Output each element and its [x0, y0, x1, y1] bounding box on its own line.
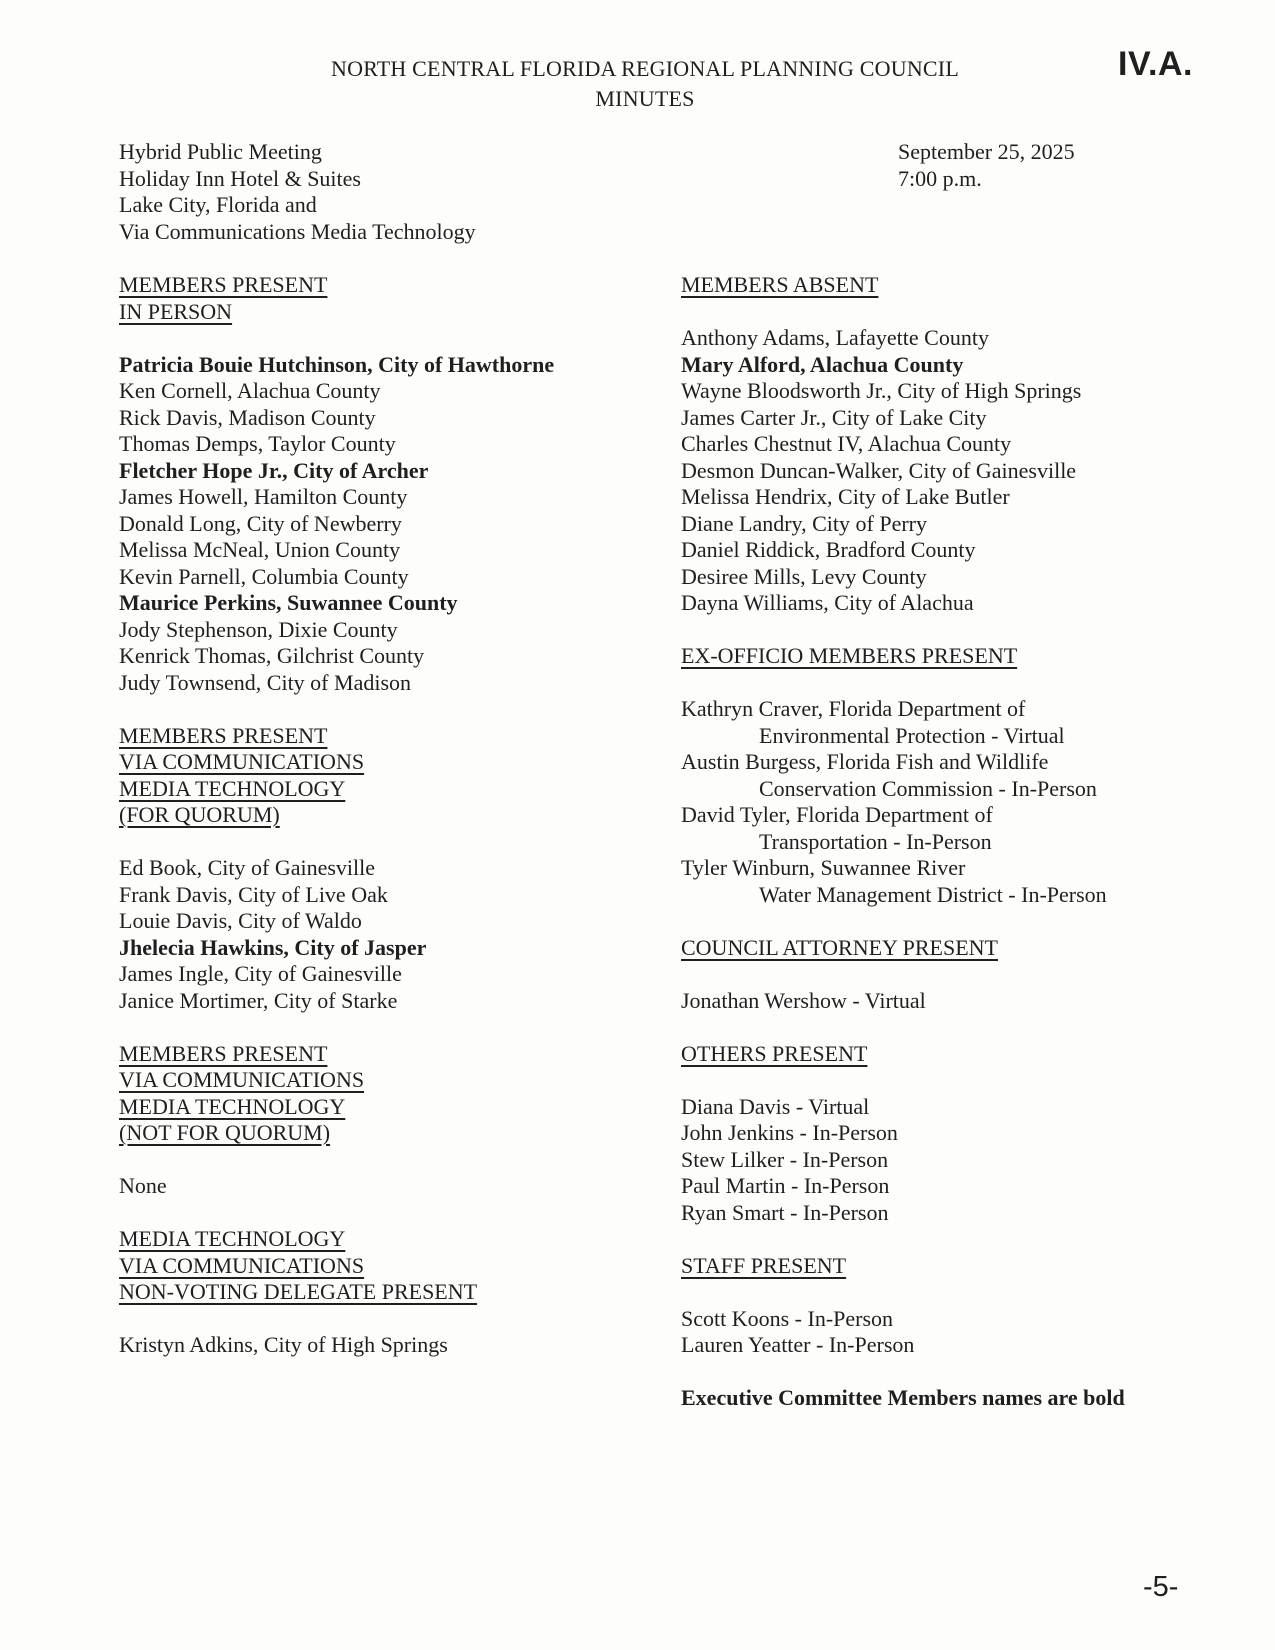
roster-entry: Kathryn Craver, Florida Department of	[681, 696, 1026, 721]
roster-entry: Dayna Williams, City of Alachua	[681, 590, 974, 615]
section-heading	[681, 272, 1246, 299]
section-heading-line: MEMBERS PRESENT	[119, 722, 328, 748]
roster-section	[119, 1226, 649, 1359]
roster-entry: Rick Davis, Madison County	[119, 404, 376, 430]
roster-entry: Kristyn Adkins, City of High Springs	[119, 1332, 448, 1357]
meeting-time: 7:00 p.m.	[898, 165, 982, 191]
section-heading	[119, 1226, 649, 1306]
right-column	[681, 272, 1246, 1438]
roster-entry: Diana Davis - Virtual	[681, 1093, 870, 1119]
roster-list	[681, 1094, 1246, 1227]
roster-entry: Desmon Duncan-Walker, City of Gainesville	[681, 457, 1077, 483]
roster-entry: Kevin Parnell, Columbia County	[119, 563, 409, 589]
roster-entry: Donald Long, City of Newberry	[119, 510, 402, 536]
roster-list	[681, 1306, 1246, 1359]
section-heading	[681, 935, 1246, 962]
section-heading-line: MEDIA TECHNOLOGY	[119, 775, 346, 801]
roster-entry: Charles Chestnut IV, Alachua County	[681, 431, 1012, 456]
section-heading-line: MEDIA TECHNOLOGY	[119, 1093, 346, 1119]
roster-entry: Executive Committee Members names are bold	[681, 1385, 1125, 1410]
roster-entry: Janice Mortimer, City of Starke	[119, 987, 398, 1013]
section-heading-line: MEDIA TECHNOLOGY	[119, 1226, 346, 1251]
roster-entry: Stew Lilker - In-Person	[681, 1146, 889, 1172]
roster-entry: Judy Townsend, City of Madison	[119, 669, 412, 695]
roster-entry: Maurice Perkins, Suwannee County	[119, 590, 458, 615]
section-heading-line: COUNCIL ATTORNEY PRESENT	[681, 934, 998, 960]
roster-entry: Kenrick Thomas, Gilchrist County	[119, 643, 425, 668]
section-heading-line: OTHERS PRESENT	[681, 1040, 868, 1066]
left-column	[119, 272, 649, 1385]
roster-section	[119, 1041, 649, 1200]
roster-entry: None	[119, 1173, 167, 1198]
roster-entry: Jody Stephenson, Dixie County	[119, 616, 398, 642]
section-heading-line: IN PERSON	[119, 298, 233, 324]
roster-entry: Jhelecia Hawkins, City of Jasper	[119, 934, 427, 960]
page-number: -5-	[1143, 1571, 1179, 1603]
roster-entry: Wayne Bloodsworth Jr., City of High Springs	[681, 378, 1082, 403]
meeting-info-line: Lake City, Florida and	[119, 192, 317, 217]
document-title: NORTH CENTRAL FLORIDA REGIONAL PLANNING COUNCIL	[331, 56, 959, 81]
roster-entry: Louie Davis, City of Waldo	[119, 908, 362, 933]
roster-section	[681, 935, 1246, 1015]
roster-list	[119, 352, 649, 697]
roster-entry: Diane Landry, City of Perry	[681, 510, 928, 536]
section-heading-line: MEMBERS PRESENT	[119, 1040, 328, 1066]
roster-entry: Melissa McNeal, Union County	[119, 537, 401, 562]
section-heading	[119, 272, 649, 325]
document-header	[15, 54, 1275, 114]
section-heading-line: EX-OFFICIO MEMBERS PRESENT	[681, 643, 1018, 668]
roster-entry: Conservation Commission - In-Person	[759, 775, 1097, 801]
roster-list	[119, 1173, 649, 1200]
roster-entry: Fletcher Hope Jr., City of Archer	[119, 457, 429, 483]
roster-section	[681, 1385, 1246, 1412]
section-heading-line: VIA COMMUNICATIONS	[119, 1252, 365, 1278]
roster-entry: James Howell, Hamilton County	[119, 484, 408, 509]
roster-entry: Patricia Bouie Hutchinson, City of Hawthorne	[119, 351, 555, 377]
section-heading	[119, 1041, 649, 1147]
section-heading	[119, 723, 649, 829]
roster-list	[681, 988, 1246, 1015]
roster-entry: Ryan Smart - In-Person	[681, 1199, 889, 1225]
roster-entry: John Jenkins - In-Person	[681, 1120, 898, 1145]
section-heading	[681, 1253, 1246, 1280]
section-heading-line: (FOR QUORUM)	[119, 802, 280, 827]
roster-entry: Ken Cornell, Alachua County	[119, 378, 381, 403]
roster-entry: James Carter Jr., City of Lake City	[681, 404, 987, 430]
roster-entry: Paul Martin - In-Person	[681, 1173, 890, 1198]
section-heading-line: NON-VOTING DELEGATE PRESENT	[119, 1279, 478, 1304]
roster-entry: Water Management District - In-Person	[759, 881, 1107, 907]
section-heading-line: VIA COMMUNICATIONS	[119, 1067, 365, 1092]
roster-list	[119, 855, 649, 1014]
roster-entry: Frank Davis, City of Live Oak	[119, 881, 388, 907]
agenda-item-label: IV.A.	[1118, 45, 1193, 83]
meeting-date: September 25, 2025	[898, 139, 1075, 164]
roster-section	[681, 643, 1246, 908]
roster-entry: Environmental Protection - Virtual	[759, 722, 1065, 748]
roster-section	[681, 272, 1246, 617]
roster-section	[119, 723, 649, 1015]
roster-entry: Scott Koons - In-Person	[681, 1305, 894, 1331]
roster-entry: Tyler Winburn, Suwannee River	[681, 855, 966, 880]
roster-entry: Austin Burgess, Florida Fish and Wildlife	[681, 749, 1049, 774]
section-heading-line: VIA COMMUNICATIONS	[119, 749, 365, 774]
section-heading-line: STAFF PRESENT	[681, 1252, 847, 1278]
section-heading	[681, 643, 1246, 670]
roster-list	[681, 1385, 1246, 1412]
roster-entry: Daniel Riddick, Bradford County	[681, 537, 976, 562]
meeting-info-line: Hybrid Public Meeting	[119, 139, 322, 164]
roster-entry: David Tyler, Florida Department of	[681, 802, 993, 827]
roster-entry: Transportation - In-Person	[759, 828, 992, 854]
meeting-info-line: Holiday Inn Hotel & Suites	[119, 165, 361, 191]
section-heading-line: MEMBERS ABSENT	[681, 272, 879, 297]
roster-section	[681, 1253, 1246, 1359]
section-heading-line: MEMBERS PRESENT	[119, 272, 328, 297]
roster-entry: Melissa Hendrix, City of Lake Butler	[681, 484, 1010, 509]
meeting-datetime-block	[898, 139, 1075, 192]
roster-list	[119, 1332, 649, 1359]
roster-entry: Thomas Demps, Taylor County	[119, 431, 396, 456]
roster-entry: Ed Book, City of Gainesville	[119, 855, 376, 880]
meeting-location-block	[119, 139, 476, 245]
roster-list	[681, 696, 1246, 908]
document-subtitle: MINUTES	[595, 86, 695, 111]
section-heading	[681, 1041, 1246, 1068]
roster-entry: Anthony Adams, Lafayette County	[681, 325, 989, 350]
section-heading-line: (NOT FOR QUORUM)	[119, 1120, 331, 1145]
meeting-info-line: Via Communications Media Technology	[119, 218, 476, 244]
roster-list	[681, 325, 1246, 617]
roster-entry: Jonathan Wershow - Virtual	[681, 987, 926, 1013]
roster-section	[119, 272, 649, 696]
roster-entry: Mary Alford, Alachua County	[681, 351, 964, 377]
roster-entry: James Ingle, City of Gainesville	[119, 961, 402, 986]
roster-section	[681, 1041, 1246, 1227]
roster-entry: Desiree Mills, Levy County	[681, 563, 927, 589]
roster-entry: Lauren Yeatter - In-Person	[681, 1332, 915, 1357]
